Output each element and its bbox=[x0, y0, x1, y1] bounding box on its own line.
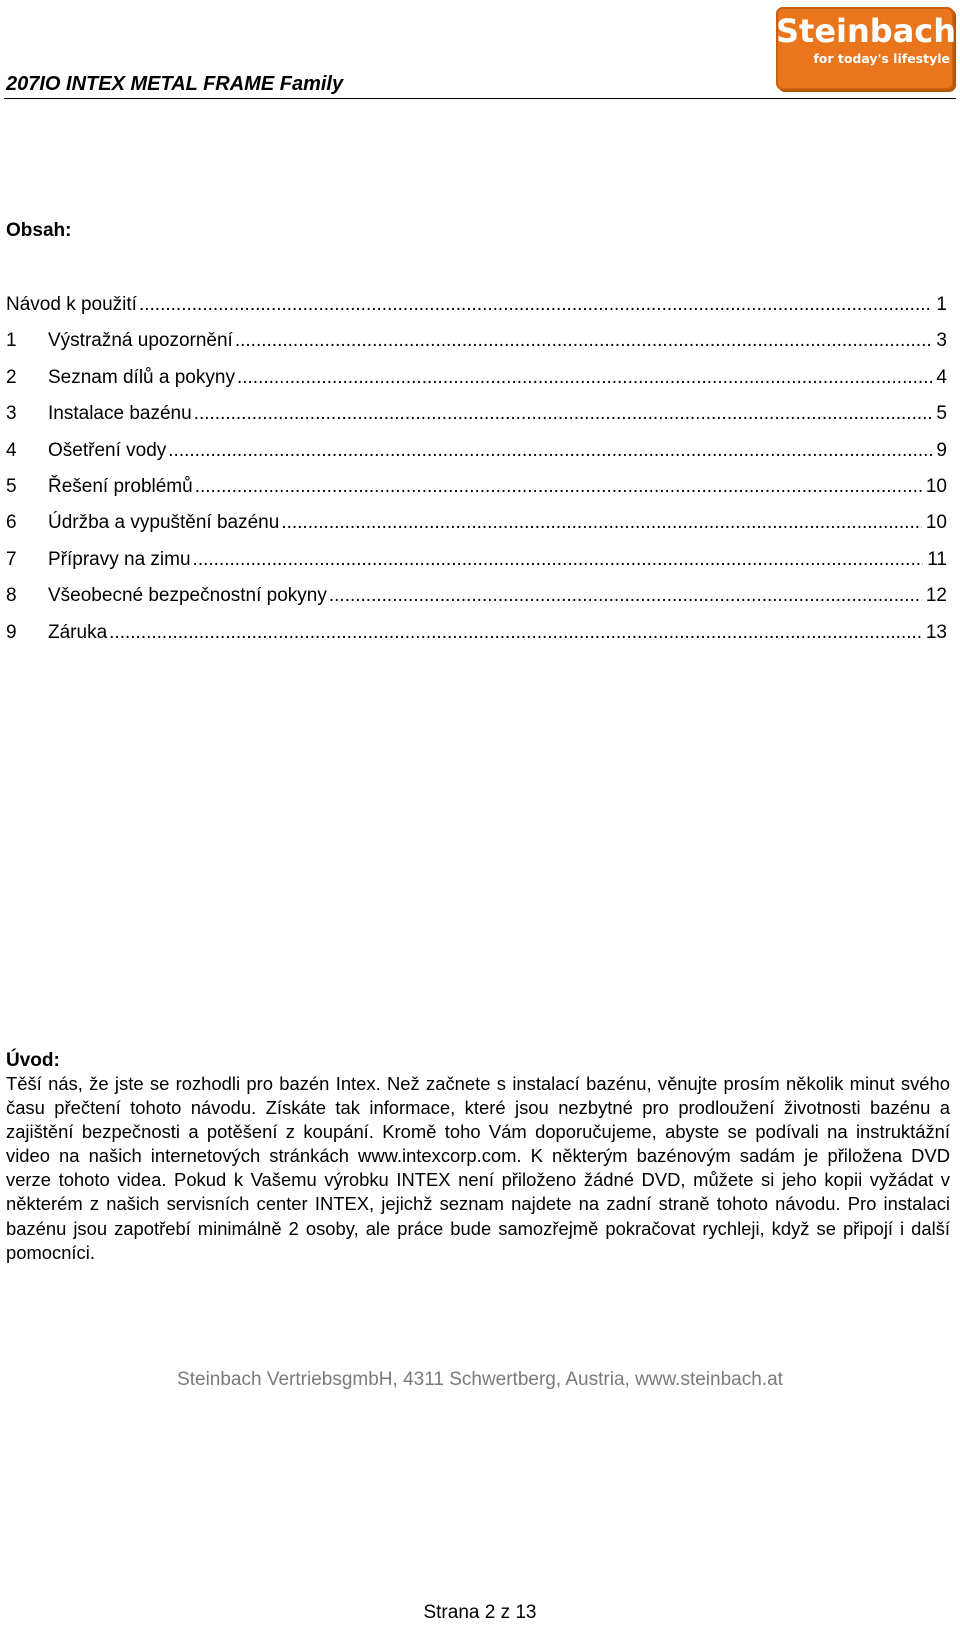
toc-leader-dots bbox=[109, 621, 922, 645]
footer-address: Steinbach VertriebsgmbH, 4311 Schwertberg, Austria, www.steinbach.at bbox=[177, 1369, 783, 1390]
toc-leader-dots bbox=[193, 548, 924, 572]
toc-leader-dots bbox=[139, 293, 932, 317]
page-number: Strana 2 z 13 bbox=[423, 1602, 537, 1623]
toc-entry-page: 11 bbox=[927, 548, 947, 570]
toc-entry-title: Přípravy na zimu bbox=[48, 548, 191, 570]
toc-entry-number: 9 bbox=[6, 621, 17, 643]
toc-entry[interactable] bbox=[6, 511, 947, 547]
toc-entry-title: Výstražná upozornění bbox=[48, 330, 233, 352]
toc-entry[interactable] bbox=[6, 475, 947, 511]
toc-leader-dots bbox=[168, 439, 932, 463]
toc-entry[interactable] bbox=[6, 293, 947, 329]
toc-entry-number: 4 bbox=[6, 439, 17, 461]
toc-entry-page: 5 bbox=[936, 403, 947, 425]
toc-entry-page: 12 bbox=[925, 585, 947, 607]
intro-paragraph: Těší nás, že jste se rozhodli pro bazén Intex. Než začnete s instalací bazénu, věnujte prosím několik minut svého času přečtení tohoto návodu. Získáte tak informace, které jsou nezbytné pro prodloužení životnosti bazénu a zajištění bezpečnosti a potěšení z koupání. Kromě toho Vám doporučujeme, abyste se podívali na instruktážní video na našich internetových stránkách www.intexcorp.com. K některým bazénovým sadám je přiložena DVD verze tohoto videa. Pokud k Vašemu výrobku INTEX není přiloženo žádné DVD, můžete si jeho kopii vyžádat v některém z našich servisních center INTEX, jejichž seznam najdete na zadní straně tohoto návodu. Pro instalaci bazénu jsou zapotřebí minimálně 2 osoby, ale práce bude samozřejmě pokračovat rychleji, když se připojí i další pomocníci. bbox=[6, 1073, 950, 1263]
toc-entry[interactable] bbox=[6, 402, 947, 438]
toc-leader-dots bbox=[194, 402, 933, 426]
toc-entry-number: 3 bbox=[6, 403, 17, 425]
toc-entry-page: 4 bbox=[936, 366, 947, 388]
toc-entry-number: 8 bbox=[6, 585, 17, 607]
toc-entry-title: Řešení problémů bbox=[48, 475, 193, 497]
toc-entry-title: Všeobecné bezpečnostní pokyny bbox=[48, 585, 327, 607]
toc-entry-title: Záruka bbox=[48, 621, 108, 643]
toc-entry-title: Ošetření vody bbox=[48, 439, 167, 461]
toc-entry-number: 6 bbox=[6, 512, 17, 534]
toc-entry[interactable] bbox=[6, 548, 947, 584]
intro-heading: Úvod: bbox=[6, 1050, 60, 1071]
steinbach-logo bbox=[776, 7, 957, 90]
toc-entry-title: Návod k použití bbox=[6, 294, 137, 315]
logo-tagline: for today's lifestyle bbox=[813, 51, 950, 66]
toc-entry-number: 2 bbox=[6, 366, 17, 388]
toc-entry[interactable] bbox=[6, 584, 947, 620]
toc-entry-page: 3 bbox=[936, 330, 947, 352]
toc-entry[interactable] bbox=[6, 439, 947, 475]
document-title: 207IO INTEX METAL FRAME Family bbox=[6, 73, 344, 95]
toc-entry-title: Instalace bazénu bbox=[48, 403, 192, 425]
toc-entry[interactable] bbox=[6, 621, 947, 657]
toc-entry[interactable] bbox=[6, 366, 947, 402]
toc-entry[interactable] bbox=[6, 329, 947, 365]
header-divider bbox=[4, 98, 956, 99]
table-of-contents bbox=[6, 293, 947, 657]
toc-leader-dots bbox=[235, 329, 933, 353]
toc-leader-dots bbox=[281, 511, 922, 535]
toc-leader-dots bbox=[329, 584, 922, 608]
toc-entry-page: 9 bbox=[936, 439, 947, 461]
toc-entry-number: 7 bbox=[6, 548, 17, 570]
toc-entry-page: 1 bbox=[936, 294, 947, 315]
logo-wordmark: Steinbach bbox=[776, 12, 957, 50]
toc-entry-page: 10 bbox=[925, 512, 947, 534]
toc-entry-page: 13 bbox=[925, 621, 947, 643]
toc-leader-dots bbox=[237, 366, 932, 390]
toc-entry-page: 10 bbox=[925, 475, 947, 497]
toc-entry-number: 1 bbox=[6, 330, 17, 352]
toc-entry-title: Seznam dílů a pokyny bbox=[48, 366, 235, 388]
toc-leader-dots bbox=[195, 475, 922, 499]
contents-heading: Obsah: bbox=[6, 220, 72, 241]
toc-entry-title: Údržba a vypuštění bazénu bbox=[48, 512, 280, 534]
toc-entry-number: 5 bbox=[6, 475, 17, 497]
